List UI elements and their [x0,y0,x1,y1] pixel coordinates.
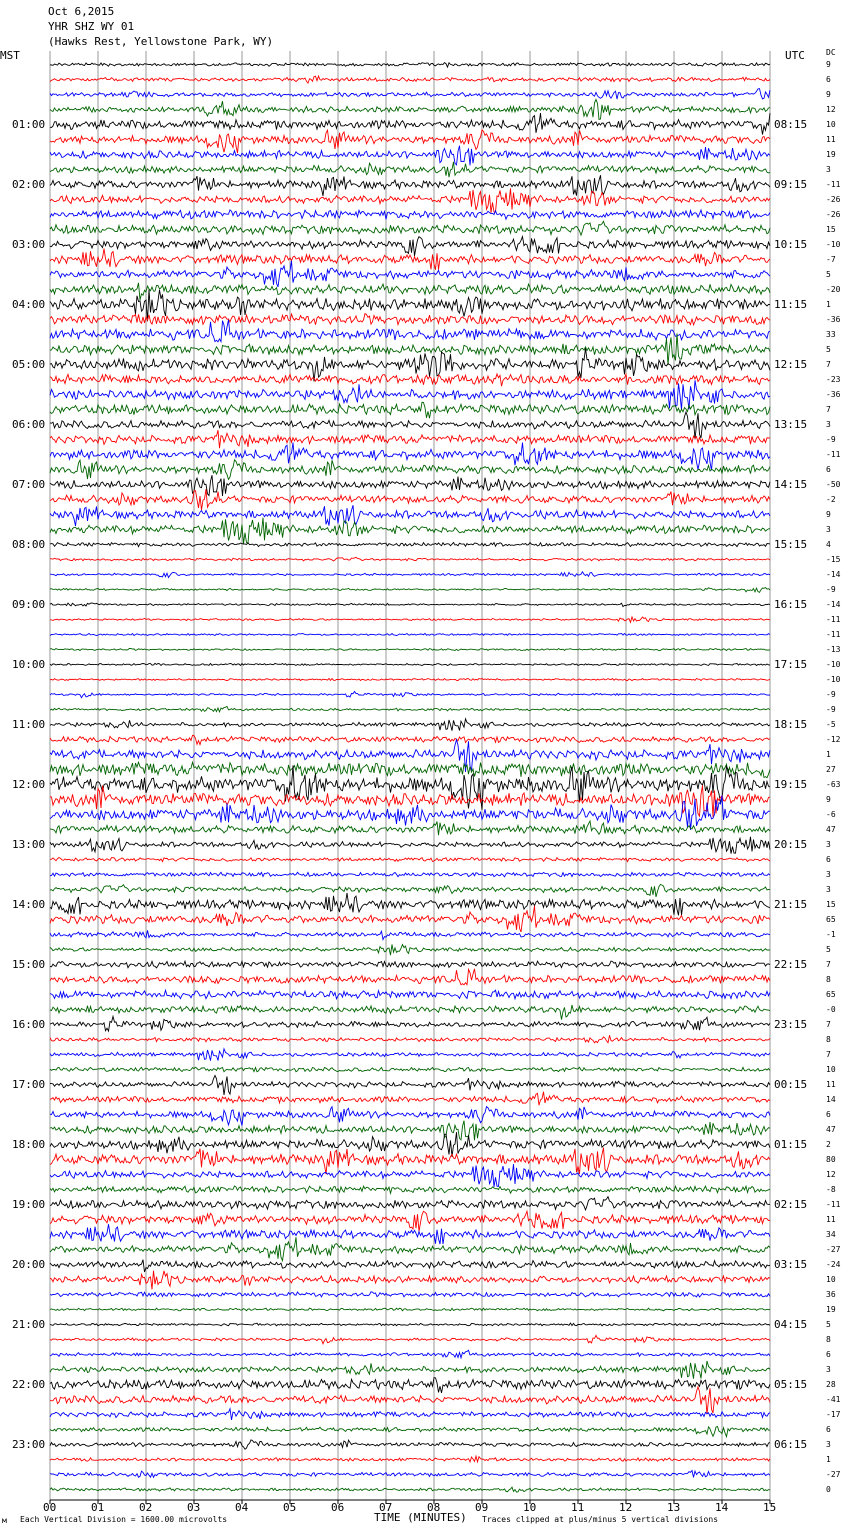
x-tick-label: 06 [331,1501,345,1514]
seismic-trace [50,314,770,325]
mst-hour-label: 17:00 [12,1077,46,1091]
dc-offset-label: 28 [826,1379,836,1389]
seismic-trace [50,884,770,897]
dc-offset-label: 11 [826,134,836,144]
dc-offset-label: -6 [826,809,836,819]
dc-offset-label: 34 [826,1229,836,1239]
seismic-trace [50,1035,770,1043]
seismic-trace [50,89,770,100]
seismic-trace [50,603,770,607]
dc-offset-label: 10 [826,1274,836,1284]
scale-note: Each Vertical Division = 1600.00 microvolts [20,1515,228,1524]
utc-hour-label: 22:15 [774,957,808,971]
dc-offset-label: -5 [826,719,836,729]
dc-offset-label: 15 [826,224,836,234]
dc-offset-label: 19 [826,149,836,159]
seismic-trace [50,237,770,256]
x-tick-label: 05 [283,1501,297,1514]
utc-hour-label: 06:15 [774,1437,808,1451]
mst-hour-label: 02:00 [12,177,46,191]
seismic-trace [50,735,770,744]
seismic-trace [50,290,770,322]
mst-hour-label: 09:00 [12,597,46,611]
mst-hour-label: 05:00 [12,357,46,371]
mst-hour-label: 16:00 [12,1017,46,1031]
x-tick-label: 04 [235,1501,249,1514]
seismic-trace [50,348,770,381]
dc-offset-label: -1 [826,929,836,939]
dc-offset-label: 7 [826,404,831,414]
x-axis-title: TIME (MINUTES) [374,1511,467,1524]
seismic-trace [50,333,770,364]
x-tick-label: 08 [427,1501,441,1514]
seismic-trace [50,283,770,300]
dc-offset-label: 5 [826,944,831,954]
dc-offset-label: 6 [826,464,831,474]
utc-hour-label: 09:15 [774,177,808,191]
utc-hour-label: 01:15 [774,1137,808,1151]
dc-offset-label: 5 [826,1319,831,1329]
dc-offset-label: 3 [826,419,831,429]
seismic-trace [50,1076,770,1096]
right-timezone-label: UTC [785,49,805,62]
dc-offset-label: 6 [826,1424,831,1434]
x-tick-label: 07 [379,1501,393,1514]
seismic-trace [50,1107,770,1126]
seismic-trace [50,1427,770,1437]
dc-offset-label: 65 [826,989,836,999]
dc-offset-label: 10 [826,119,836,129]
seismic-trace [50,678,770,680]
dc-offset-label: 65 [826,914,836,924]
seismic-trace [50,1260,770,1272]
mst-hour-label: 12:00 [12,777,46,791]
seismic-trace [50,1361,770,1379]
dc-offset-label: 11 [826,1079,836,1089]
dc-offset-label: 47 [826,1124,836,1134]
dc-offset-label: 4 [826,539,831,549]
seismic-trace [50,837,770,854]
dc-offset-label: 14 [826,1094,836,1104]
dc-offset-label: 9 [826,59,831,69]
dc-offset-label: 7 [826,1049,831,1059]
mst-hour-label: 03:00 [12,237,46,251]
dc-offset-label: -11 [826,449,841,459]
dc-offset-label: 19 [826,1304,836,1314]
seismic-trace [50,221,770,235]
mst-hour-label: 19:00 [12,1197,46,1211]
seismic-trace [50,1409,770,1420]
seismic-trace [50,188,770,212]
dc-offset-label: -14 [826,569,841,579]
seismic-trace [50,1132,770,1157]
mst-hour-label: 15:00 [12,957,46,971]
dc-offset-label: 6 [826,1109,831,1119]
dc-offset-label: 7 [826,1019,831,1029]
seismic-trace [50,1186,770,1193]
dc-offset-label: -20 [826,284,841,294]
dc-offset-label: 27 [826,764,836,774]
dc-offset-label: 5 [826,269,831,279]
dc-offset-label: -10 [826,659,841,669]
mst-hour-label: 14:00 [12,897,46,911]
dc-offset-label: 36 [826,1289,836,1299]
x-tick-label: 00 [43,1501,57,1514]
mst-hour-label: 07:00 [12,477,46,491]
seismic-trace [50,175,770,196]
dc-offset-label: -9 [826,689,836,699]
dc-offset-label: 11 [826,1214,836,1224]
seismic-trace [50,893,770,915]
dc-offset-label: -9 [826,434,836,444]
seismic-trace [50,412,770,439]
dc-offset-label: 47 [826,824,836,834]
seismic-trace [50,557,770,561]
dc-offset-label: 6 [826,1349,831,1359]
dc-offset-label: -10 [826,239,841,249]
dc-offset-label: 15 [826,899,836,909]
dc-offset-label: 8 [826,1334,831,1344]
seismic-trace [50,1335,770,1343]
seismic-trace [50,113,770,135]
dc-offset-label: -23 [826,374,841,384]
dc-offset-label: 6 [826,74,831,84]
utc-hour-label: 12:15 [774,357,808,371]
seismic-trace [50,475,770,496]
x-tick-label: 14 [715,1501,729,1514]
seismic-trace [50,663,770,665]
seismic-trace [50,821,770,835]
dc-offset-label: -36 [826,314,841,324]
seismic-trace [50,588,770,593]
seismic-trace [50,572,770,578]
dc-offset-label: -36 [826,389,841,399]
seismic-trace [50,1049,770,1061]
utc-hour-label: 04:15 [774,1317,808,1331]
dc-offset-label: -11 [826,614,841,624]
seismic-trace [50,380,770,410]
dc-offset-label: -11 [826,1199,841,1209]
mst-hour-label: 11:00 [12,717,46,731]
header-location: (Hawks Rest, Yellowstone Park, WY) [48,35,274,48]
x-tick-label: 01 [91,1501,105,1514]
seismic-trace [50,489,770,510]
seismic-trace [50,1237,770,1260]
seismic-trace [50,1456,770,1462]
dc-offset-label: 8 [826,974,831,984]
seismic-trace [50,1292,770,1297]
dc-offset-label: -7 [826,254,836,264]
seismic-trace [50,1308,770,1311]
seismic-trace [50,990,770,999]
utc-hour-label: 21:15 [774,897,808,911]
header-date: Oct 6,2015 [48,5,115,18]
seismic-trace [50,1350,770,1358]
dc-offset-label: 9 [826,509,831,519]
dc-offset-label: 80 [826,1154,836,1164]
dc-offset-label: 33 [826,329,836,339]
mst-hour-label: 10:00 [12,657,46,671]
dc-offset-label: -14 [826,599,841,609]
seismic-trace [50,691,770,697]
dc-offset-label: -63 [826,779,841,789]
dc-offset-label: -26 [826,209,841,219]
x-tick-label: 15 [763,1501,777,1514]
dc-offset-label: -2 [826,494,836,504]
dc-offset-label: -13 [826,644,841,654]
dc-offset-label: -11 [826,179,841,189]
dc-offset-label: 1 [826,1454,831,1464]
dc-offset-label: -0 [826,1004,836,1014]
seismic-trace [50,63,770,68]
clip-note: Traces clipped at plus/minus 5 vertical divisions [482,1515,719,1524]
seismic-trace [50,76,770,83]
dc-offset-label: -27 [826,1244,841,1254]
x-tick-label: 02 [139,1501,153,1514]
seismic-trace [50,719,770,731]
dc-offset-label: 5 [826,344,831,354]
seismic-trace [50,210,770,220]
utc-hour-label: 10:15 [774,237,808,251]
dc-offset-label: -12 [826,734,841,744]
seismic-trace [50,1378,770,1393]
mst-hour-label: 18:00 [12,1137,46,1151]
x-tick-label: 12 [619,1501,633,1514]
seismic-trace [50,1387,770,1414]
seismic-trace [50,1471,770,1478]
seismic-trace [50,906,770,932]
seismic-trace [50,706,770,712]
seismic-trace [50,1211,770,1231]
x-tick-label: 10 [523,1501,537,1514]
dc-offset-label: -10 [826,674,841,684]
seismic-trace [50,633,770,635]
dc-offset-label: 8 [826,1034,831,1044]
dc-offset-label: -15 [826,554,841,564]
dc-offset-label: -9 [826,704,836,714]
dc-offset-label: 3 [826,1364,831,1374]
mst-hour-label: 20:00 [12,1257,46,1271]
seismic-trace [50,944,770,955]
seismic-trace [50,648,770,650]
seismic-trace [50,1440,770,1449]
dc-offset-label: -11 [826,629,841,639]
dc-offset-label: -41 [826,1394,841,1404]
dc-offset-label: 3 [826,839,831,849]
mst-hour-label: 13:00 [12,837,46,851]
dc-offset-label: 3 [826,869,831,879]
utc-hour-label: 08:15 [774,117,808,131]
seismic-trace [50,505,770,526]
utc-hour-label: 23:15 [774,1017,808,1031]
dc-offset-label: 3 [826,524,831,534]
seismic-trace [50,162,770,177]
dc-offset-label: 10 [826,1064,836,1074]
dc-offset-label: 3 [826,164,831,174]
seismic-trace [50,1487,770,1492]
left-timezone-label: MST [0,49,20,62]
utc-hour-label: 19:15 [774,777,808,791]
utc-hour-label: 03:15 [774,1257,808,1271]
seismic-trace [50,460,770,480]
seismic-trace [50,1197,770,1210]
utc-hour-label: 15:15 [774,537,808,551]
seismic-trace [50,543,770,547]
dc-offset-label: -27 [826,1469,841,1479]
utc-hour-label: 11:15 [774,297,808,311]
mst-hour-label: 21:00 [12,1317,46,1331]
utc-hour-label: 05:15 [774,1377,808,1391]
dc-offset-label: -50 [826,479,841,489]
seismic-trace [50,1121,770,1141]
dc-offset-label: 2 [826,1139,831,1149]
seismic-trace [50,1164,770,1187]
dc-offset-label: -17 [826,1409,841,1419]
seismic-trace [50,1067,770,1072]
seismic-trace [50,1323,770,1326]
seismic-trace [50,1271,770,1290]
mst-hour-label: 22:00 [12,1377,46,1391]
dc-offset-label: 7 [826,959,831,969]
corner-mark: м [2,1516,7,1525]
seismic-trace [50,762,770,778]
dc-column-label: DC [826,48,836,57]
seismic-trace [50,261,770,287]
seismic-trace [50,969,770,985]
dc-offset-label: -8 [826,1184,836,1194]
seismic-trace [50,320,770,342]
seismic-trace [50,872,770,877]
seismic-trace [50,130,770,153]
dc-offset-label: 3 [826,1439,831,1449]
dc-offset-label: 1 [826,299,831,309]
seismic-trace [50,374,770,386]
seismic-trace [50,1016,770,1031]
utc-hour-label: 18:15 [774,717,808,731]
mst-hour-label: 01:00 [12,117,46,131]
dc-offset-label: 12 [826,1169,836,1179]
seismic-trace [50,249,770,270]
dc-offset-label: 12 [826,104,836,114]
seismic-trace [50,443,770,471]
x-tick-label: 11 [571,1501,585,1514]
utc-hour-label: 13:15 [774,417,808,431]
dc-offset-label: 3 [826,884,831,894]
seismic-trace [50,402,770,418]
utc-hour-label: 16:15 [774,597,808,611]
dc-offset-label: 9 [826,794,831,804]
dc-offset-label: -24 [826,1259,841,1269]
x-tick-label: 13 [667,1501,681,1514]
utc-hour-label: 02:15 [774,1197,808,1211]
utc-hour-label: 17:15 [774,657,808,671]
dc-offset-label: 9 [826,89,831,99]
utc-hour-label: 20:15 [774,837,808,851]
dc-offset-label: 0 [826,1484,831,1494]
seismic-trace [50,1092,770,1106]
seismic-trace [50,430,770,448]
utc-hour-label: 00:15 [774,1077,808,1091]
mst-hour-label: 04:00 [12,297,46,311]
x-tick-label: 03 [187,1501,201,1514]
dc-offset-label: 7 [826,359,831,369]
seismic-trace [50,1005,770,1020]
dc-offset-label: 1 [826,749,831,759]
utc-hour-label: 14:15 [774,477,808,491]
seismic-trace [50,961,770,968]
seismic-trace [50,100,770,120]
mst-hour-label: 08:00 [12,537,46,551]
seismic-trace [50,518,770,544]
dc-offset-label: 6 [826,854,831,864]
seismic-trace [50,740,770,772]
header-station: YHR SHZ WY 01 [48,20,135,33]
dc-offset-label: -26 [826,194,841,204]
dc-offset-label: -9 [826,584,836,594]
x-tick-label: 09 [475,1501,489,1514]
seismic-trace [50,858,770,862]
seismic-trace [50,930,770,939]
mst-hour-label: 23:00 [12,1437,46,1451]
mst-hour-label: 06:00 [12,417,46,431]
seismic-trace [50,617,770,623]
seismic-trace [50,146,770,166]
